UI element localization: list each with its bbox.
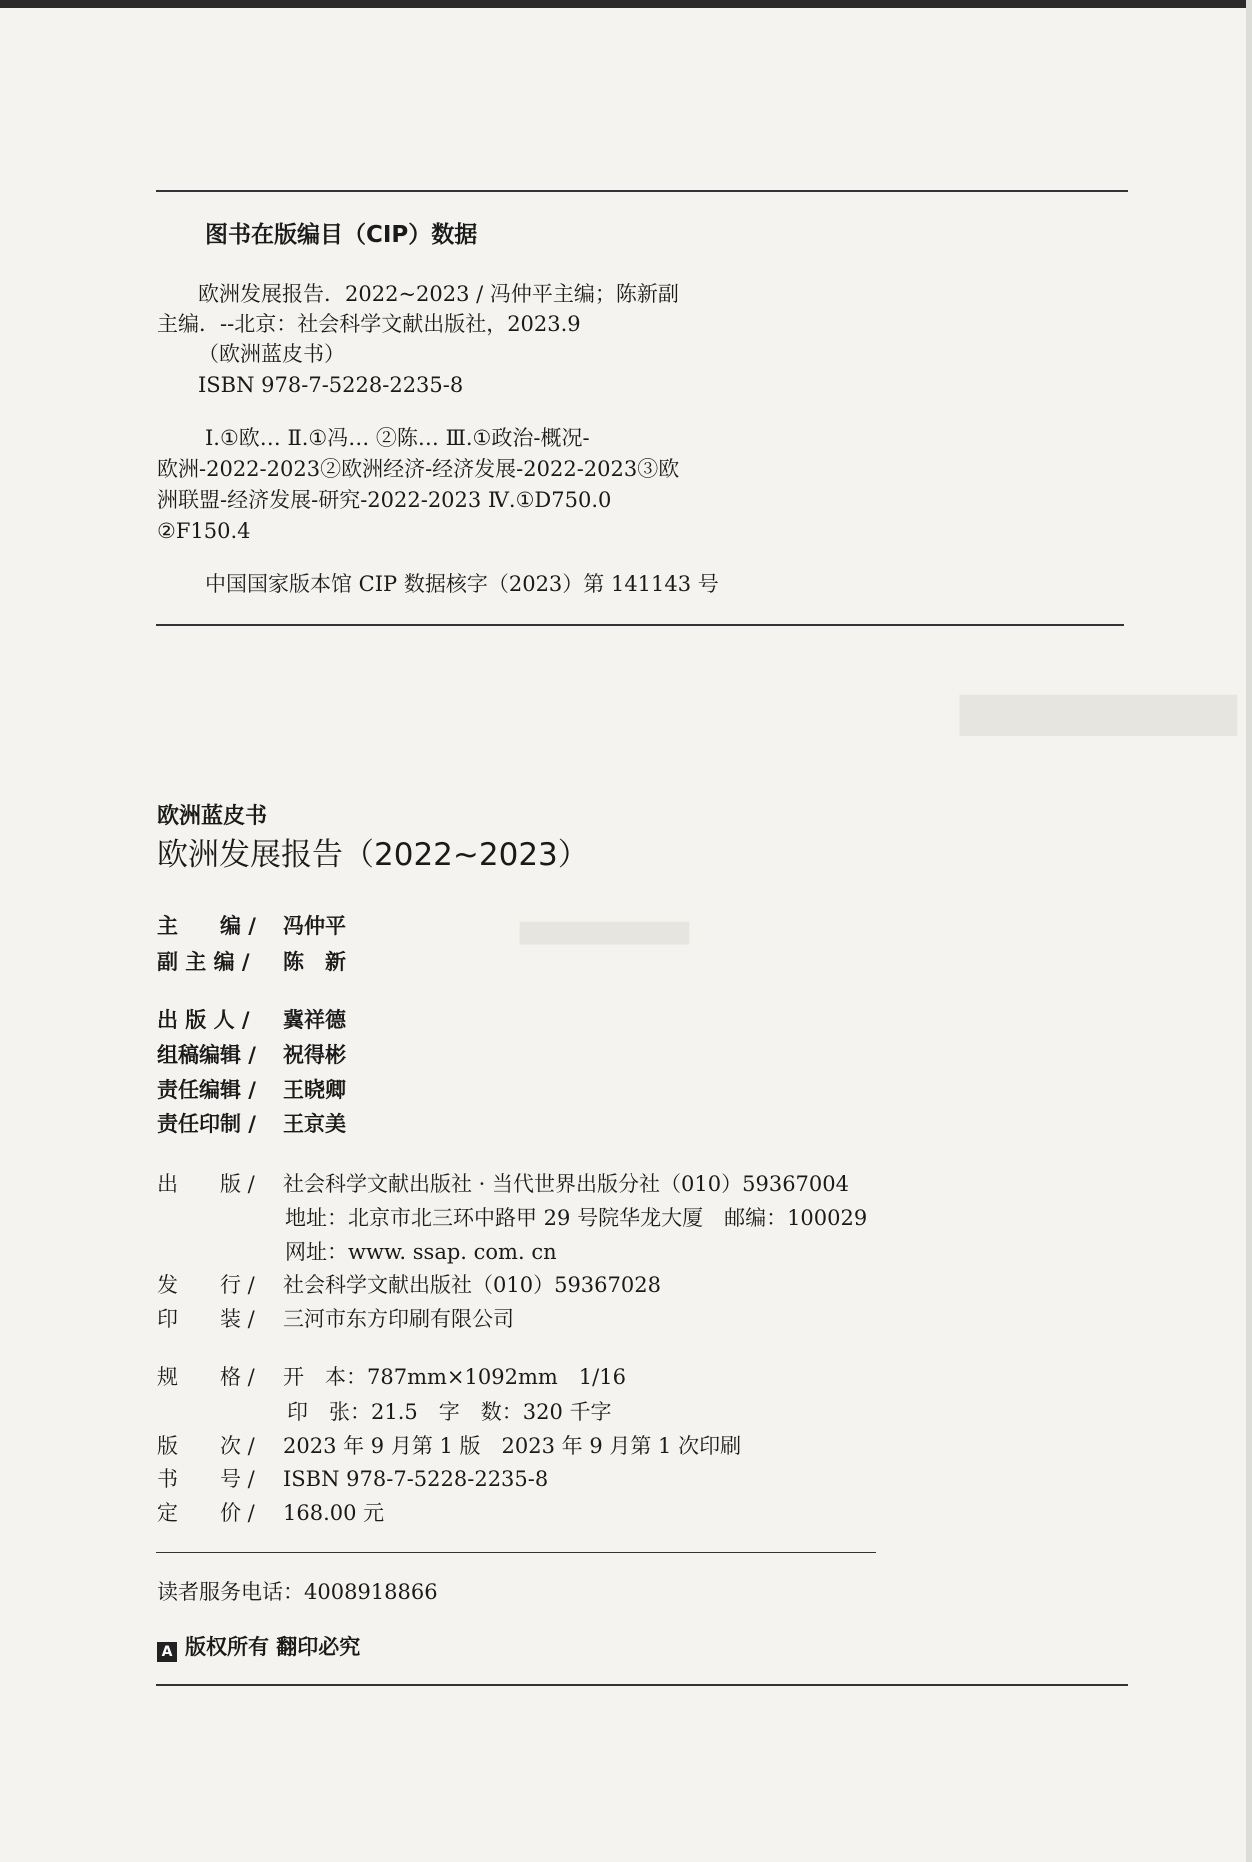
cip-line: ISBN 978-7-5228-2235-8 bbox=[198, 373, 464, 397]
distribution-label: 发 行 / bbox=[157, 1273, 255, 1297]
publisher-label: 出 版 / bbox=[157, 1172, 255, 1196]
credit-role: 组稿编辑 / bbox=[157, 1043, 256, 1067]
series-name: 欧洲蓝皮书 bbox=[157, 804, 268, 829]
scan-top-edge bbox=[0, 0, 1252, 8]
publisher-address: 地址：北京市北三环中路甲 29 号院华龙大厦 邮编：100029 bbox=[285, 1206, 868, 1230]
class-line: Ⅰ.①欧… Ⅱ.①冯… ②陈… Ⅲ.①政治-概况- bbox=[205, 426, 590, 450]
class-line: 欧洲-2022-2023②欧洲经济-经济发展-2022-2023③欧 bbox=[157, 457, 680, 481]
price-rule bbox=[156, 1552, 876, 1553]
printing-value: 三河市东方印刷有限公司 bbox=[283, 1307, 514, 1331]
cip-bottom-rule bbox=[156, 624, 1124, 626]
spec-line: 印 张：21.5 字 数：320 千字 bbox=[287, 1400, 612, 1424]
show-through-text: ▇▇▇▇▇▇▇▇▇ bbox=[960, 690, 1237, 736]
publisher-value: 社会科学文献出版社 · 当代世界出版分社（010）59367004 bbox=[283, 1172, 849, 1196]
credit-name: 祝得彬 bbox=[283, 1043, 346, 1067]
book-title: 欧洲发展报告（2022~2023） bbox=[157, 837, 589, 873]
credit-name: 冀祥德 bbox=[283, 1008, 346, 1032]
isbn-label: 书 号 / bbox=[157, 1467, 255, 1491]
distribution-value: 社会科学文献出版社（010）59367028 bbox=[283, 1273, 661, 1297]
class-line: ②F150.4 bbox=[157, 519, 251, 543]
credit-role: 出 版 人 / bbox=[157, 1008, 250, 1032]
edition-value: 2023 年 9 月第 1 版 2023 年 9 月第 1 次印刷 bbox=[283, 1434, 742, 1458]
reader-hotline: 读者服务电话：4008918866 bbox=[157, 1580, 438, 1604]
credit-name: 王京美 bbox=[283, 1112, 346, 1136]
price-label: 定 价 / bbox=[157, 1501, 255, 1525]
scan-right-edge bbox=[1246, 0, 1252, 1862]
price-value: 168.00 元 bbox=[283, 1501, 385, 1525]
cip-line: 主编．--北京：社会科学文献出版社，2023.9 bbox=[157, 312, 581, 336]
publisher-logo-icon: A bbox=[157, 1642, 177, 1662]
credit-role: 副 主 编 / bbox=[157, 950, 250, 974]
class-line: 洲联盟-经济发展-研究-2022-2023 Ⅳ.①D750.0 bbox=[157, 488, 612, 512]
spec-label: 规 格 / bbox=[157, 1365, 255, 1389]
show-through-text: ▇▇▇▇▇▇▇▇▇▇ bbox=[520, 920, 690, 945]
credit-name: 王晓卿 bbox=[283, 1078, 346, 1102]
cip-line: （欧洲蓝皮书） bbox=[198, 342, 345, 366]
isbn-value: ISBN 978-7-5228-2235-8 bbox=[283, 1467, 549, 1491]
cip-line: 欧洲发展报告．2022~2023 / 冯仲平主编；陈新副 bbox=[198, 282, 679, 306]
top-rule bbox=[156, 190, 1128, 192]
credit-name: 陈 新 bbox=[283, 950, 346, 974]
cip-heading: 图书在版编目（CIP）数据 bbox=[205, 222, 478, 248]
edition-label: 版 次 / bbox=[157, 1434, 255, 1458]
publisher-website: 网址：www. ssap. com. cn bbox=[285, 1240, 557, 1264]
credit-role: 责任编辑 / bbox=[157, 1078, 256, 1102]
bottom-rule bbox=[156, 1684, 1128, 1686]
spec-line: 开 本：787mm×1092mm 1/16 bbox=[283, 1365, 626, 1389]
cip-number: 中国国家版本馆 CIP 数据核字（2023）第 141143 号 bbox=[205, 572, 719, 596]
copyright-line bbox=[157, 1637, 360, 1662]
copyright-text: 版权所有 翻印必究 bbox=[185, 1635, 361, 1659]
credit-role: 责任印制 / bbox=[157, 1112, 256, 1136]
credit-name: 冯仲平 bbox=[283, 914, 346, 938]
printing-label: 印 装 / bbox=[157, 1307, 255, 1331]
credit-role: 主 编 / bbox=[157, 914, 256, 938]
